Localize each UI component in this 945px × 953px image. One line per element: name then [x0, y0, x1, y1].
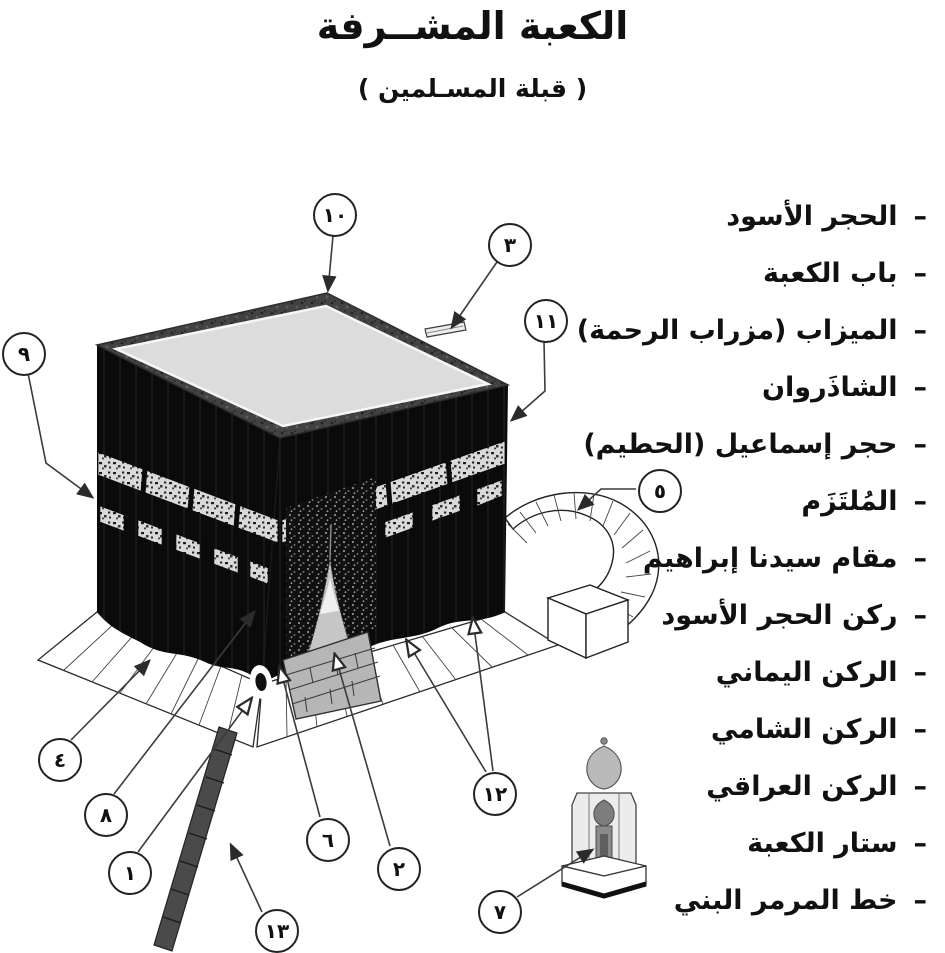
- legend-dash: –: [913, 486, 927, 517]
- legend-dash: –: [913, 372, 927, 403]
- callout-2: [377, 847, 421, 891]
- marble-line-strip: [154, 727, 237, 951]
- legend-label: باب الكعبة: [762, 258, 898, 289]
- callout-13: [255, 909, 299, 953]
- legend-dash: –: [913, 258, 927, 289]
- page-title: الكعبة المشــرفة: [316, 4, 629, 48]
- legend-item-kaaba-door: [582, 245, 927, 302]
- legend-item-multazam: [582, 473, 927, 530]
- callout-number: ١٠: [322, 203, 348, 227]
- legend-item-shadharwan: [582, 359, 927, 416]
- legend-dash: –: [913, 543, 927, 574]
- legend-label: ركن الحجر الأسود: [661, 600, 898, 631]
- legend-dash: –: [913, 714, 927, 745]
- callout-number: ٣: [503, 233, 517, 257]
- legend-label: مقام سيدنا إبراهيم: [642, 543, 898, 574]
- legend-dash: –: [913, 315, 927, 346]
- callout-12: [473, 772, 517, 816]
- callout-number: ٢: [392, 857, 406, 881]
- legend-item-mizab: [576, 302, 927, 359]
- legend-label: حجر إسماعيل (الحطيم): [583, 429, 898, 460]
- callout-11: [524, 299, 568, 343]
- callout-number: ٥: [653, 479, 667, 503]
- kaaba-door: [283, 477, 381, 719]
- legend: [576, 188, 927, 929]
- arrow-13: [231, 845, 262, 912]
- legend-label: المُلتَزَم: [801, 486, 898, 517]
- legend-dash: –: [913, 657, 927, 688]
- legend-dash: –: [913, 885, 927, 916]
- legend-dash: –: [913, 771, 927, 802]
- callout-number: ٤: [53, 748, 67, 772]
- legend-label: الركن اليماني: [715, 657, 898, 688]
- legend-label: الركن العراقي: [706, 771, 898, 802]
- callout-3: [488, 223, 532, 267]
- legend-item-marble-line: [582, 872, 927, 929]
- legend-item-kiswa-curtain: [582, 815, 927, 872]
- legend-item-maqam-ibrahim: [582, 530, 927, 587]
- legend-label: خط المرمر البني: [673, 885, 898, 916]
- legend-item-hijr-ismail: [582, 416, 927, 473]
- arrow-11: [512, 341, 545, 420]
- legend-item-black-stone-corner: [582, 587, 927, 644]
- legend-item-yemeni-corner: [582, 644, 927, 701]
- callout-5: [638, 469, 682, 513]
- legend-item-shami-corner: [582, 701, 927, 758]
- legend-label: ستار الكعبة: [747, 828, 898, 859]
- legend-item-iraqi-corner: [582, 758, 927, 815]
- callout-10: [313, 193, 357, 237]
- legend-dash: –: [913, 600, 927, 631]
- callout-8: [84, 793, 128, 837]
- callout-number: ١١: [533, 309, 559, 333]
- callout-1: [108, 851, 152, 895]
- callout-number: ١٣: [264, 919, 290, 943]
- arrow-3: [452, 262, 497, 327]
- arrow-10: [328, 236, 333, 290]
- legend-label: الشاذَروان: [762, 372, 898, 403]
- callout-7: [478, 890, 522, 934]
- callout-9: [2, 332, 46, 376]
- callout-number: ٦: [321, 828, 335, 852]
- legend-dash: –: [913, 429, 927, 460]
- legend-dash: –: [913, 828, 927, 859]
- callout-4: [38, 738, 82, 782]
- legend-label: الحجر الأسود: [726, 201, 898, 232]
- callout-number: ١: [123, 861, 137, 885]
- callout-6: [306, 818, 350, 862]
- arrow-9: [28, 373, 92, 497]
- page-subtitle: ( قبلة المسـلمين ): [357, 74, 588, 103]
- callout-number: ٨: [99, 803, 113, 827]
- callout-number: ٩: [17, 342, 31, 366]
- legend-label: الميزاب (مزراب الرحمة): [576, 315, 898, 346]
- legend-dash: –: [913, 201, 927, 232]
- legend-item-black-stone: [582, 188, 927, 245]
- callout-number: ٧: [493, 900, 507, 924]
- legend-label: الركن الشامي: [710, 714, 898, 745]
- callout-number: ١٢: [482, 782, 508, 806]
